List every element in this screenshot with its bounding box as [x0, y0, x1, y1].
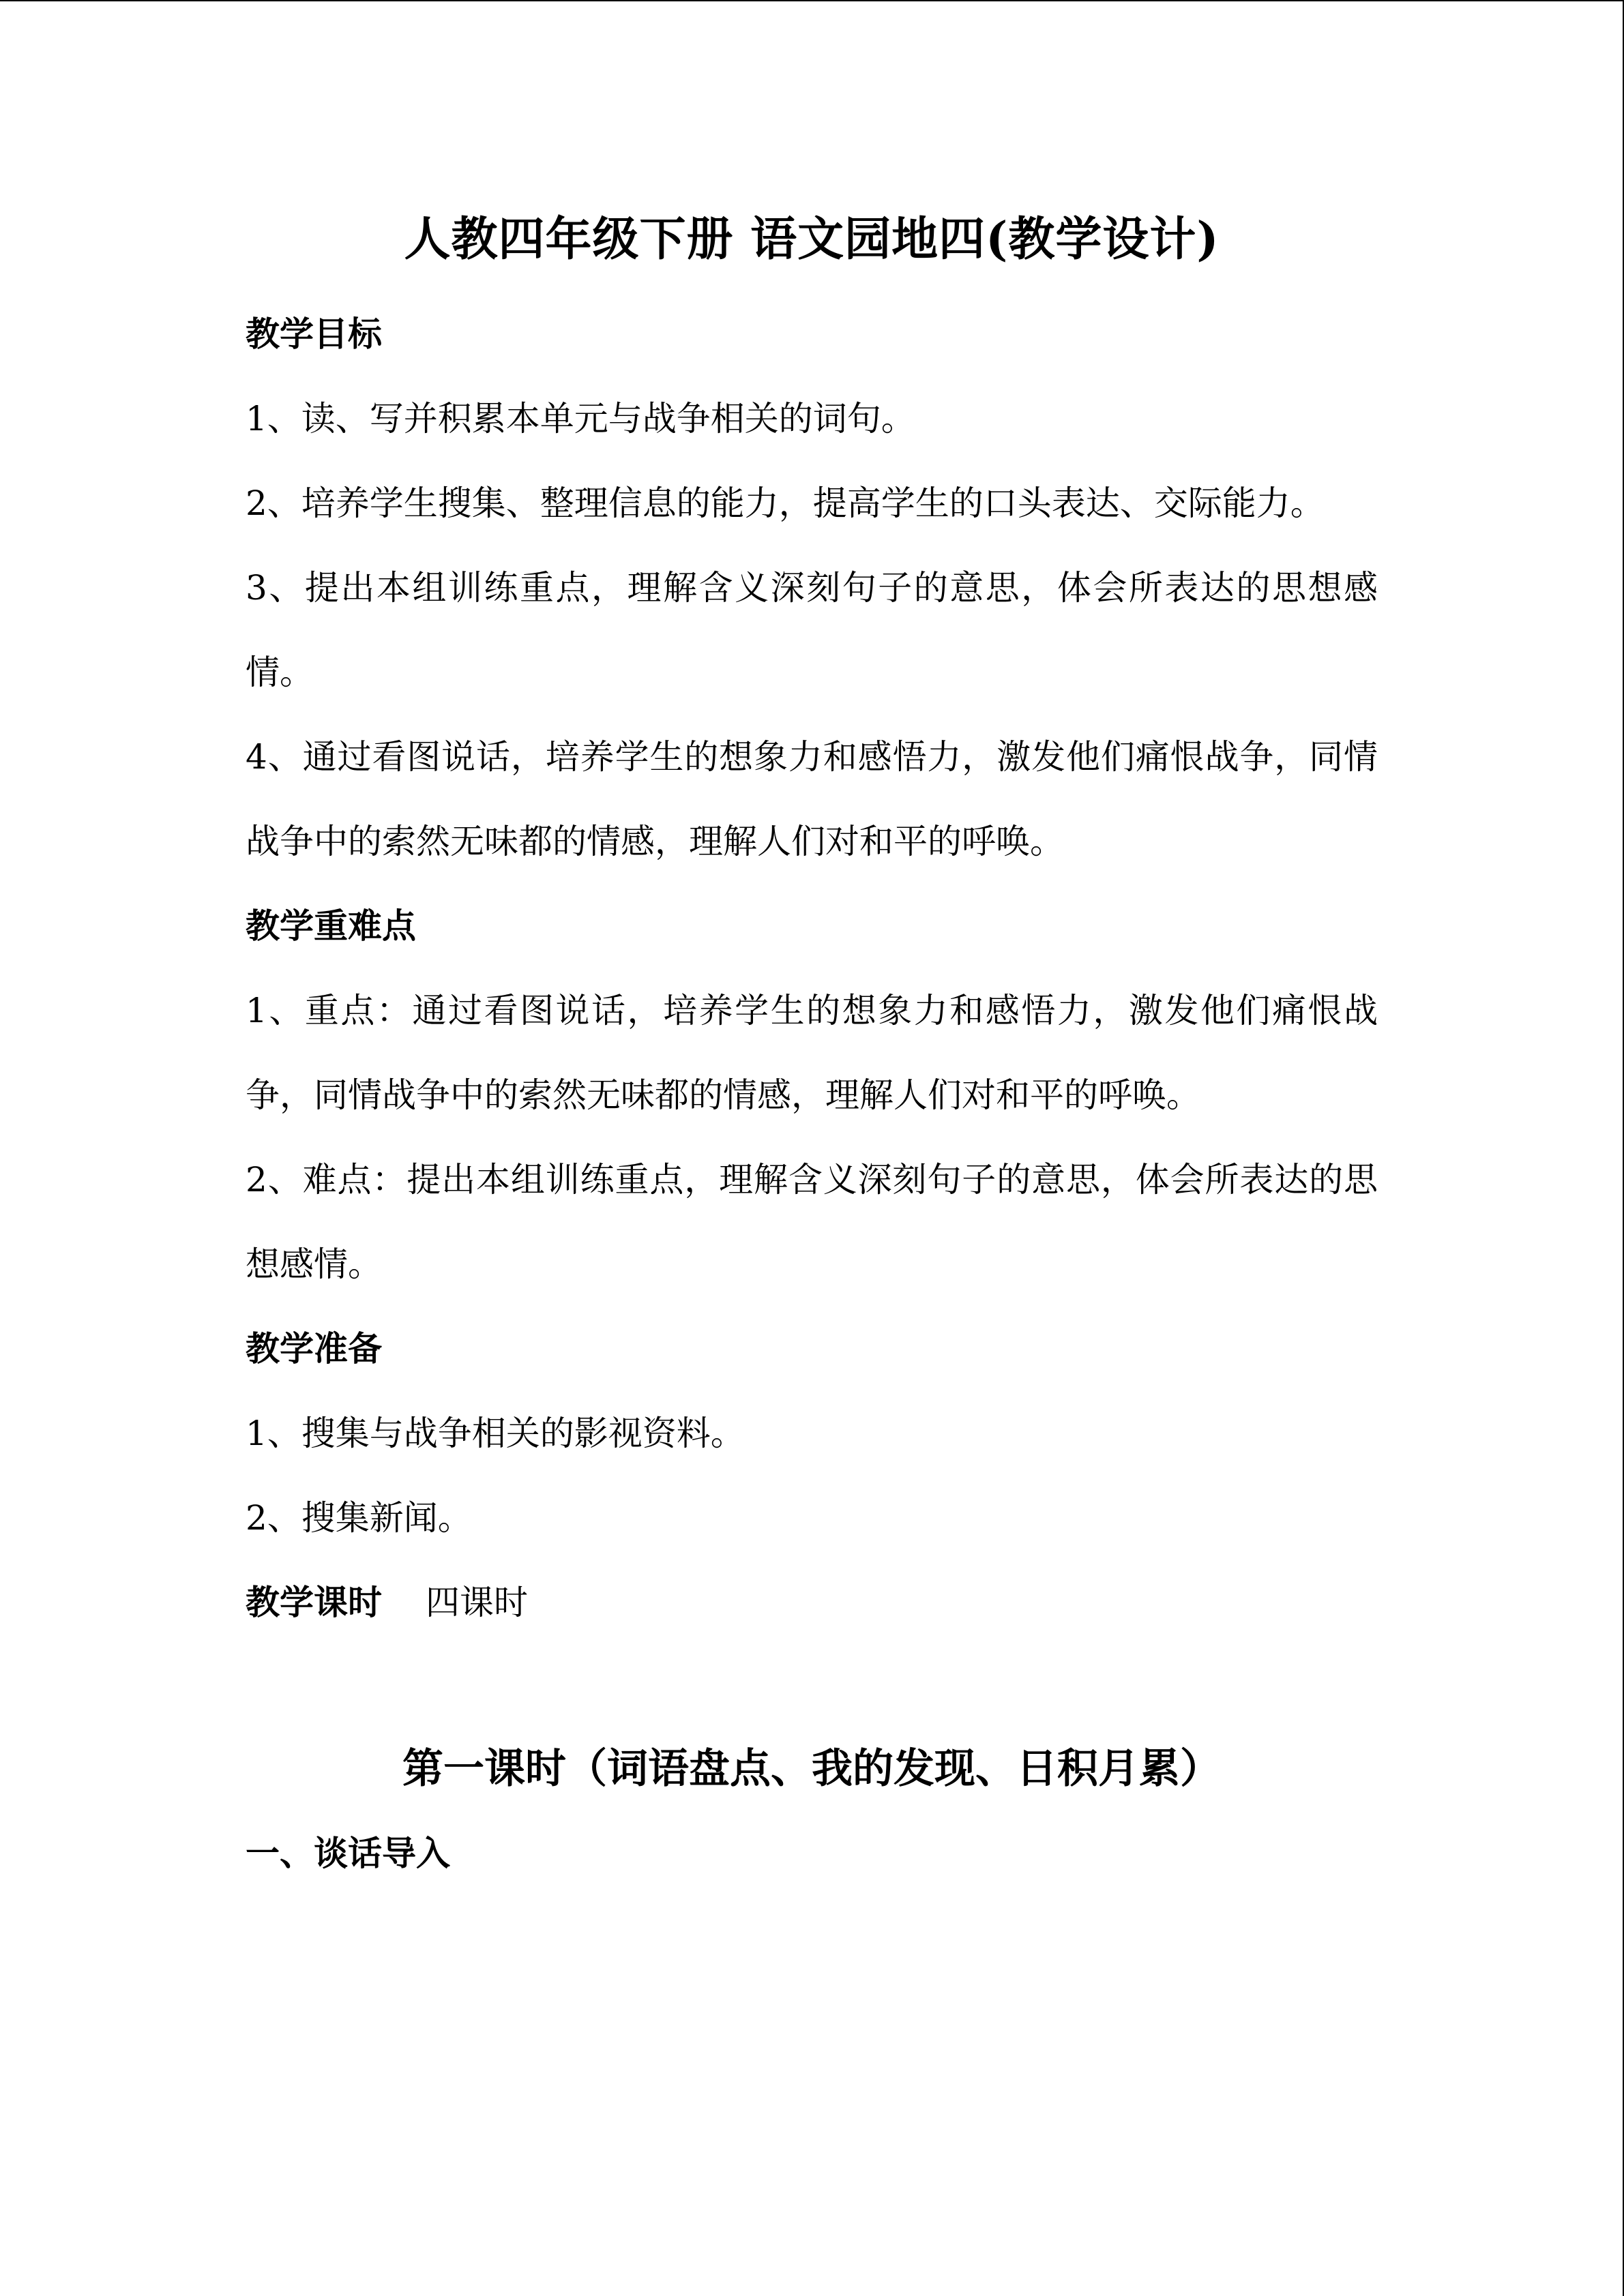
- class-hours-line: [246, 1560, 1378, 1645]
- preparation-item-1: 1、搜集与战争相关的影视资料。: [246, 1414, 745, 1453]
- objective-item-3: 3、提出本组训练重点，理解含义深刻句子的意思，体会所表达的思想感情。: [246, 568, 1378, 692]
- key-point-item-2: 2、难点：提出本组训练重点，理解含义深刻句子的意思，体会所表达的思想感情。: [246, 1160, 1378, 1284]
- preparation-item-2: 2、搜集新闻。: [246, 1498, 472, 1538]
- objectives-heading: 教学目标: [246, 314, 382, 354]
- lesson-one-title: 第一课时（词语盘点、我的发现、日积月累）: [402, 1745, 1221, 1793]
- objective-item-1: 1、读、写并积累本单元与战争相关的词句。: [246, 399, 915, 438]
- document-body: [246, 202, 1378, 1896]
- preparation-heading: 教学准备: [246, 1328, 382, 1369]
- class-hours-value: 四课时: [426, 1583, 528, 1622]
- class-hours-heading: 教学课时: [246, 1582, 382, 1622]
- lesson-one-step-heading: 一、谈话导入: [246, 1833, 450, 1873]
- objective-item-4: 4、通过看图说话，培养学生的想象力和感悟力，激发他们痛恨战争，同情战争中的索然无味都的情感，理解人们对和平的呼唤。: [246, 737, 1378, 861]
- key-points-heading: 教学重难点: [246, 906, 416, 946]
- key-point-item-1: 1、重点：通过看图说话，培养学生的想象力和感悟力，激发他们痛恨战争，同情战争中的索然无味都的情感，理解人们对和平的呼唤。: [246, 991, 1378, 1115]
- document-title: 人教四年级下册 语文园地四(教学设计): [404, 212, 1220, 267]
- objective-item-2: 2、培养学生搜集、整理信息的能力，提高学生的口头表达、交际能力。: [246, 483, 1325, 523]
